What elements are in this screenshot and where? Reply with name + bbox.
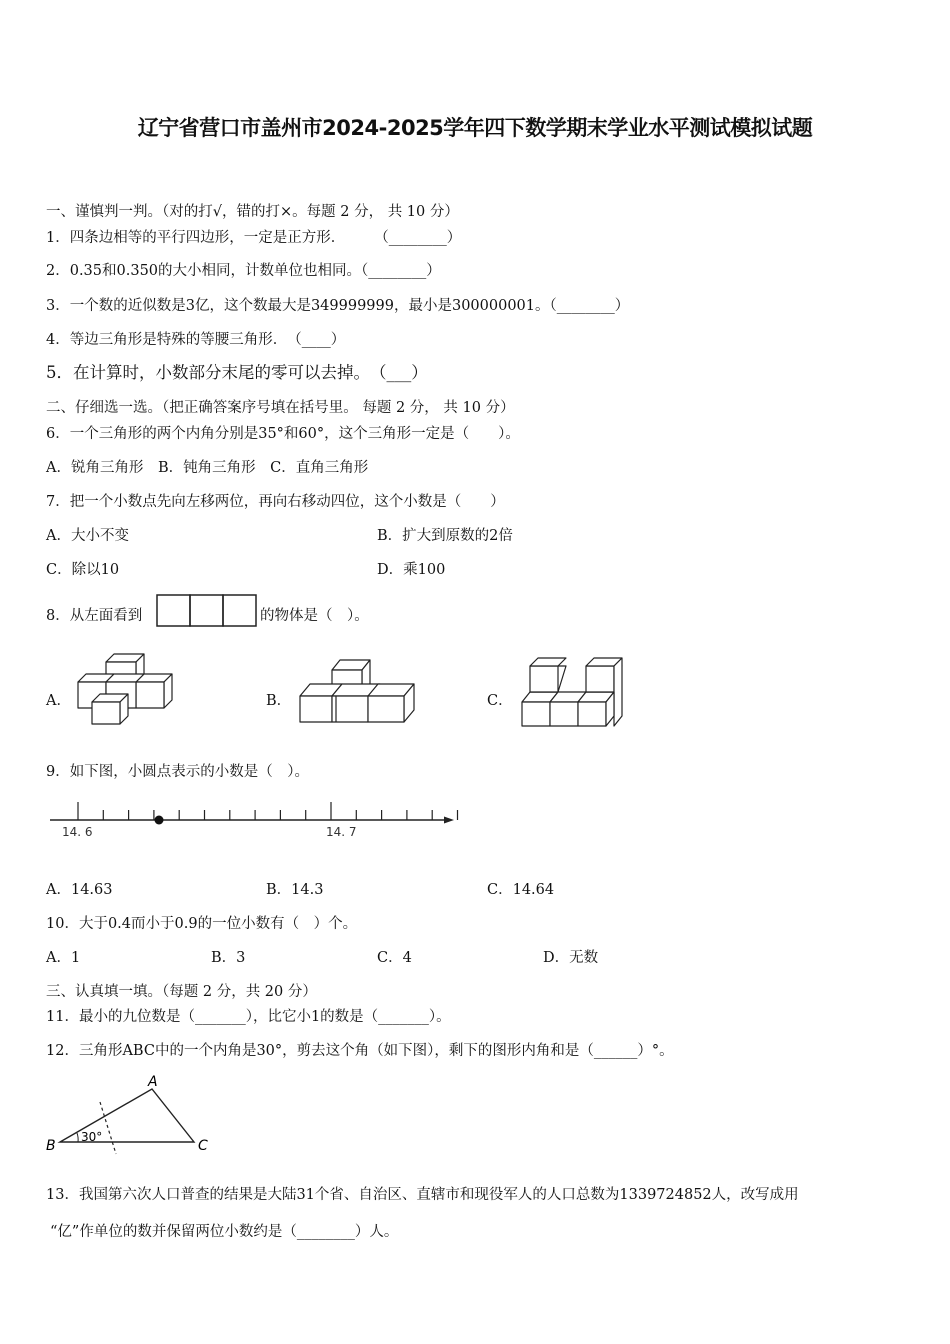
angle-label: 30° (81, 1130, 103, 1144)
vertex-label-b: B (46, 1138, 56, 1154)
question-4: 4．等边三角形是特殊的等腰三角形． （____） (46, 332, 346, 348)
number-line-arrow (444, 817, 454, 824)
tick-label-14-6: 14. 6 (62, 825, 93, 839)
question-8-suffix: 的物体是（ ）。 (260, 608, 369, 624)
question-3: 3．一个数的近似数是3亿，这个数最大是349999999，最小是300000001。（________） (46, 298, 630, 314)
question-6: 6．一个三角形的两个内角分别是35°和60°，这个三角形一定是（ ）。 (46, 426, 520, 442)
tick-label-14-7: 14. 7 (326, 825, 357, 839)
cut-line (100, 1102, 116, 1154)
page-title: 辽宁省营口市盖州市2024-2025学年四下数学期末学业水平测试模拟试题 (137, 116, 813, 140)
section2-heading: 二、仔细选一选。（把正确答案序号填在括号里。 每题 2 分， 共 10 分） (46, 400, 515, 416)
q8-cube-figure-a (76, 650, 176, 730)
question-6-options: A．锐角三角形 B．钝角三角形 C．直角三角形 (46, 460, 369, 476)
q7-option-d: D．乘100 (377, 562, 446, 578)
q8-cube-figure-b (298, 658, 418, 724)
number-line-dot (155, 816, 164, 825)
section1-heading: 一、谨慎判一判。（对的打√，错的打×。每题 2 分， 共 10 分） (46, 204, 459, 220)
section3-heading: 三、认真填一填。（每题 2 分，共 20 分） (46, 984, 317, 1000)
question-5: 5．在计算时，小数部分末尾的零可以去掉。 （___） (46, 363, 428, 382)
q8-option-b: B． (266, 693, 292, 709)
q9-option-c: C．14.64 (487, 882, 555, 898)
vertex-label-a: A (148, 1074, 158, 1090)
question-13-line-2: “亿”作单位的数并保留两位小数约是（________）人。 (50, 1224, 399, 1240)
q7-option-b: B．扩大到原数的2倍 (377, 528, 513, 544)
q7-option-c: C．除以10 (46, 562, 120, 578)
q9-option-b: B．14.3 (266, 882, 324, 898)
q8-option-c: C． (487, 693, 513, 709)
question-13-line-1: 13．我国第六次人口普查的结果是大陆31个省、自治区、直辖市和现役军人的人口总数为1339724852人，改写成用 (46, 1187, 799, 1203)
question-2: 2．0.35和0.350的大小相同，计数单位也相同。（________） (46, 263, 441, 279)
question-8-prefix: 8．从左面看到 (46, 608, 143, 624)
q7-option-a: A．大小不变 (46, 528, 129, 544)
question-7: 7．把一个小数点先向左移两位，再向右移动四位，这个小数是（ ） (46, 494, 505, 510)
vertex-label-c: C (198, 1138, 208, 1154)
question-12: 12．三角形ABC中的一个内角是30°，剪去这个角（如下图），剩下的图形内角和是（______）°。 (46, 1043, 674, 1059)
question-11: 11．最小的九位数是（_______），比它小1的数是（_______）。 (46, 1009, 451, 1025)
triangle-abc-figure (44, 1072, 214, 1156)
question-10: 10．大于0.4而小于0.9的一位小数有（ ）个。 (46, 916, 358, 932)
q10-option-c: C．4 (377, 950, 412, 966)
q9-option-a: A．14.63 (46, 882, 113, 898)
left-view-figure (156, 594, 258, 628)
number-line (50, 800, 460, 844)
q10-option-d: D．无数 (543, 950, 599, 966)
q10-option-b: B．3 (211, 950, 246, 966)
angle-arc (77, 1133, 78, 1142)
question-9: 9．如下图，小圆点表示的小数是（ ）。 (46, 764, 309, 780)
question-1: 1．四条边相等的平行四边形，一定是正方形． （________） (46, 230, 462, 246)
q8-option-a: A． (46, 693, 71, 709)
q10-option-a: A．1 (46, 950, 81, 966)
q8-cube-figure-c (520, 662, 630, 730)
